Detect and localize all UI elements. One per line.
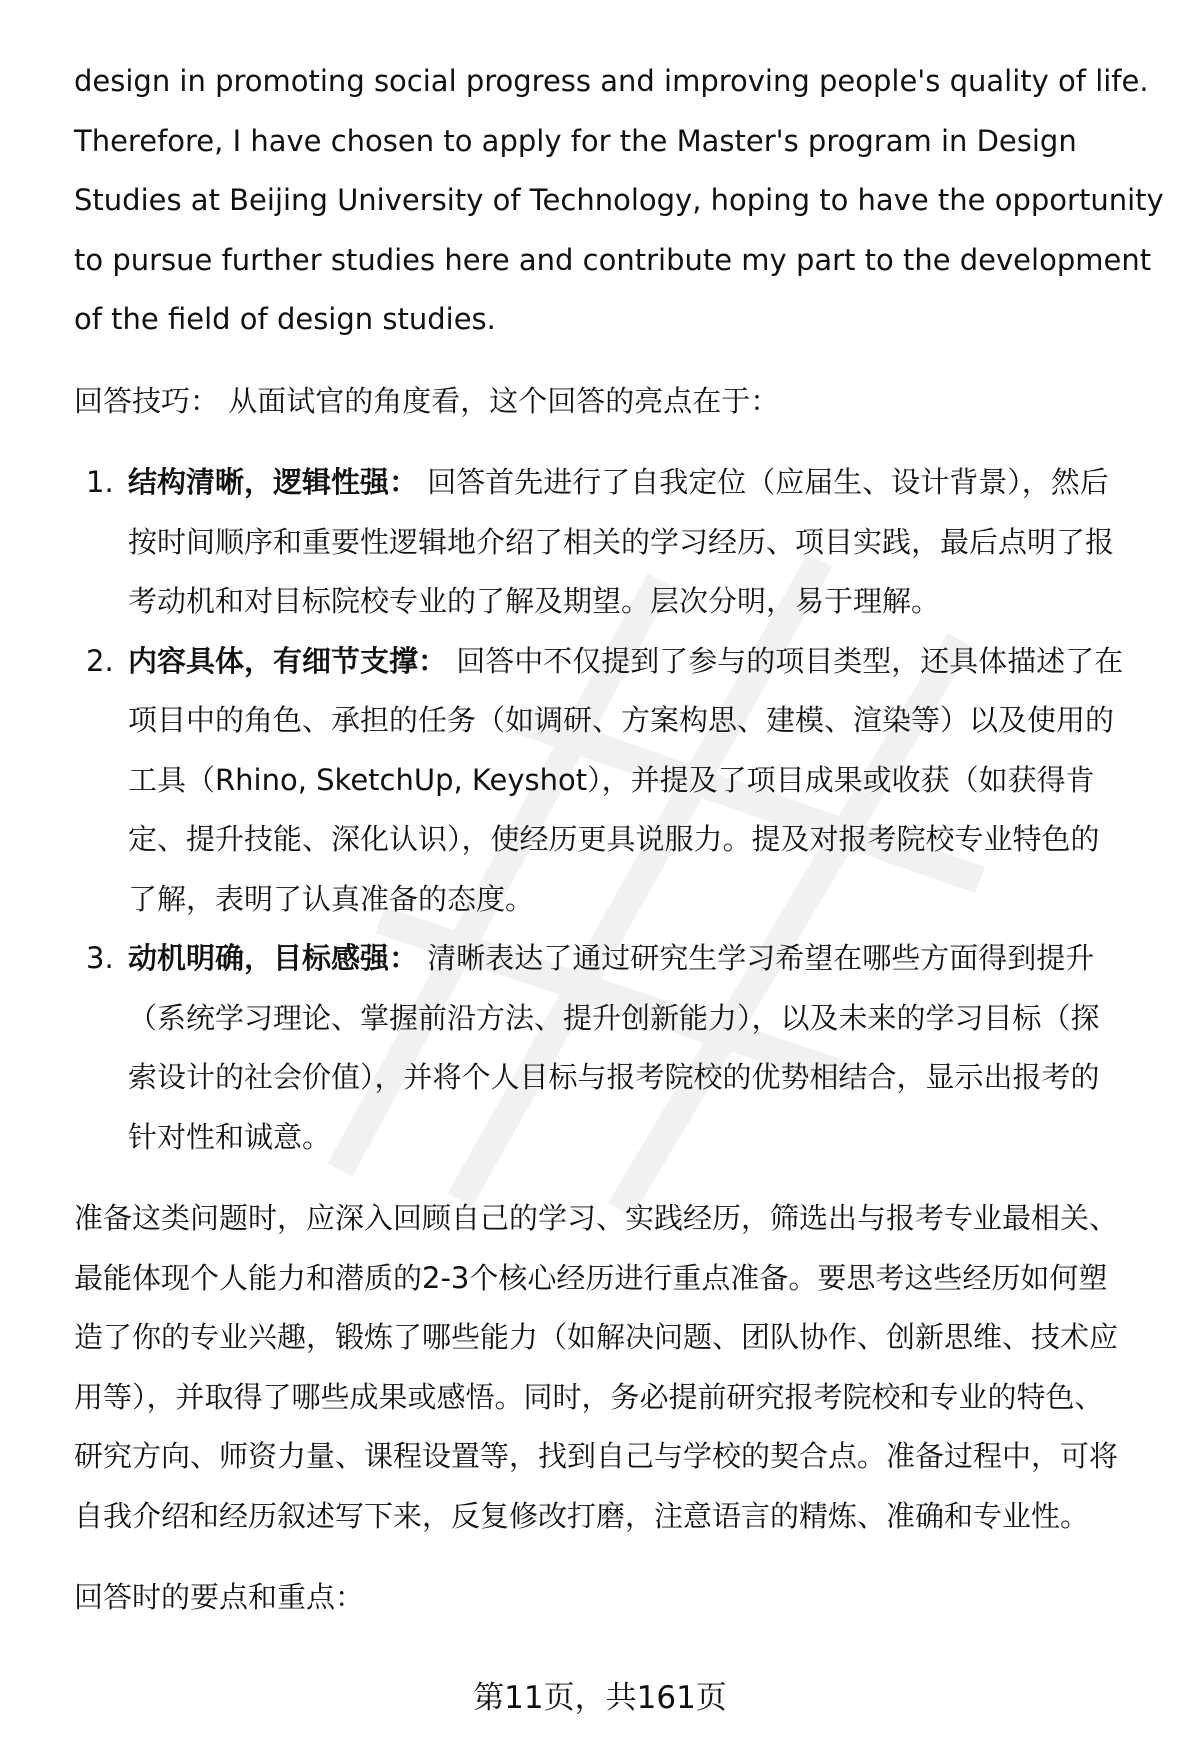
intro-paragraph: [74, 52, 1164, 350]
text-line: to pursue further studies here and contribute my part to the development: [74, 242, 1152, 277]
key-points-heading: 回答时的要点和重点：: [74, 1580, 365, 1614]
text-line: 了解，表明了认真准备的态度。: [128, 881, 535, 916]
preparation-paragraph: [74, 1189, 1154, 1546]
document-page: [74, 52, 1164, 1628]
text-line: 工具（Rhino, SketchUp, Keyshot），并提及了项目成果或收获（如获得肯: [128, 762, 1095, 797]
text-line: 考动机和对目标院校专业的了解及期望。层次分明，易于理解。: [128, 584, 941, 618]
text-line: 最能体现个人能力和潜质的2-3个核心经历进行重点准备。要思考这些经历如何塑: [74, 1260, 1108, 1295]
list-item: [74, 453, 1154, 632]
text-line: （系统学习理论、掌握前沿方法、提升创新能力），以及未来的学习目标（探: [128, 1000, 1100, 1035]
text-line: of the field of design studies.: [74, 302, 496, 336]
text-line: 定、提升技能、深化认识），使经历更具说服力。提及对报考院校专业特色的: [128, 822, 1100, 856]
text-line: Studies at Beijing University of Technology, hoping to have the opportunity: [74, 183, 1164, 217]
text-line: 回答中不仅提到了参与的项目类型，还具体描述了在: [447, 643, 1124, 678]
list-item: [74, 929, 1154, 1167]
text-line: 自我介绍和经历叙述写下来，反复修改打磨，注意语言的精炼、准确和专业性。: [74, 1498, 1090, 1533]
text-line: 针对性和诚意。: [128, 1119, 332, 1154]
list-number: 2.: [86, 643, 114, 678]
list-item: [74, 632, 1154, 930]
text-line: 回答首先进行了自我定位（应届生、设计背景），然后: [418, 465, 1109, 499]
list-number: 3.: [86, 941, 114, 975]
page-number: 第11页，共161页: [473, 1680, 727, 1716]
text-line: 按时间顺序和重要性逻辑地介绍了相关的学习经历、项目实践，最后点明了报: [128, 524, 1115, 559]
point-title: 动机明确，目标感强：: [128, 941, 419, 975]
list-number: 1.: [86, 465, 114, 499]
text-line: 项目中的角色、承担的任务（如调研、方案构思、建模、渲染等）以及使用的: [128, 703, 1115, 737]
point-title: 内容具体，有细节支撑：: [128, 643, 448, 678]
text-line: 索设计的社会价值），并将个人目标与报考院校的优势相结合，显示出报考的: [128, 1060, 1100, 1094]
text-line: design in promoting social progress and improving people's quality of life.: [74, 64, 1149, 98]
point-title: 结构清晰，逻辑性强：: [128, 465, 419, 499]
text-line: 造了你的专业兴趣，锻炼了哪些能力（如解决问题、团队协作、创新思维、技术应: [74, 1320, 1119, 1354]
text-line: 研究方向、师资力量、课程设置等，找到自己与学校的契合点。准备过程中，可将: [74, 1439, 1119, 1473]
tips-heading: 回答技巧： 从面试官的角度看，这个回答的亮点在于：: [74, 383, 780, 418]
text-line: 清晰表达了通过研究生学习希望在哪些方面得到提升: [418, 941, 1095, 975]
text-line: Therefore, I have chosen to apply for the Master's program in Design: [74, 123, 1077, 158]
text-line: 准备这类问题时，应深入回顾自己的学习、实践经历，筛选出与报考专业最相关、: [74, 1201, 1119, 1235]
text-line: 用等），并取得了哪些成果或感悟。同时，务必提前研究报考院校和专业的特色、: [74, 1379, 1104, 1414]
